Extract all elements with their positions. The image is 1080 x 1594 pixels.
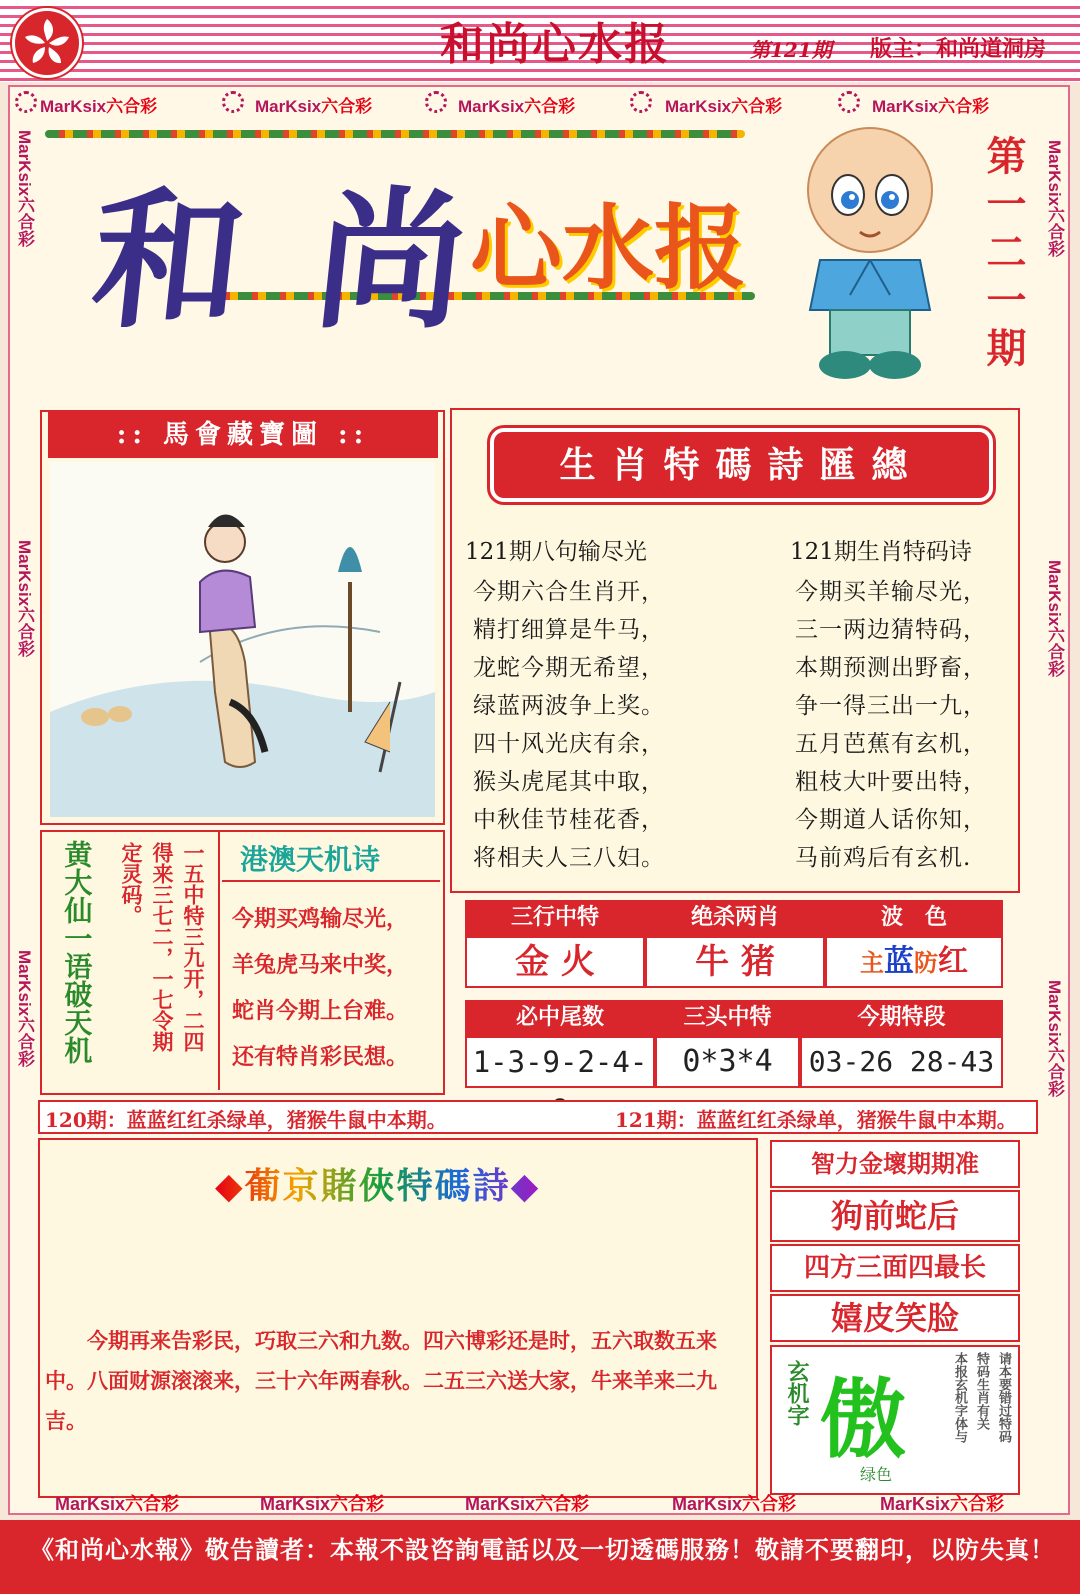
cell-kill-two: 牛 猪	[645, 936, 825, 988]
flower-icon	[15, 91, 37, 113]
poem-left-line: 今期六合生肖开，	[473, 579, 665, 605]
poem-right-line: 争一得三出一九，	[795, 693, 987, 719]
masthead-title: 和 尚	[84, 173, 486, 349]
cell-special-range: 03-26 28-43	[800, 1036, 1003, 1088]
flower-icon	[425, 91, 447, 113]
treasure-title: :: 馬會藏寶圖 ::	[48, 412, 438, 458]
brand-mark: MarKsix六合彩	[665, 97, 783, 116]
brand-mark: MarKsix六合彩	[55, 1494, 180, 1514]
flower-icon	[222, 91, 244, 113]
flower-vine-decoration	[45, 130, 745, 138]
poem-left-line: 绿蓝两波争上奖。	[473, 693, 665, 719]
table-header-kill-two: 绝杀两肖	[645, 900, 825, 936]
bauhinia-logo-icon	[12, 8, 82, 78]
xuanji-label: 玄机字	[784, 1360, 810, 1426]
gangao-line: 今期买鸡输尽光，	[232, 906, 409, 932]
poem-left-line: 将相夫人三八妇。	[473, 845, 665, 871]
brand-mark: MarKsix六合彩	[872, 97, 990, 116]
masthead-subtitle: 心水报	[470, 195, 747, 302]
table-header-wave: 波 色	[825, 900, 1003, 936]
cell-wave	[825, 936, 1003, 988]
huang-col3: 定灵码。	[119, 842, 144, 926]
cell-three-elements: 金 火	[465, 936, 645, 988]
brand-mark: MarKsix六合彩	[255, 97, 373, 116]
strip-current: 121期：蓝蓝红红杀绿单，猪猴牛鼠中本期。	[615, 1108, 1017, 1132]
brand-mark-vertical: MarKsix六合彩	[1045, 140, 1064, 258]
poem-right-line: 马前鸡后有玄机.	[795, 845, 972, 871]
poem-right-heading: 121期生肖特码诗	[790, 539, 972, 565]
monk-mascot	[790, 110, 950, 390]
ao-line: 吉。	[45, 1408, 87, 1433]
header-issue: 第121期	[750, 38, 832, 62]
treasure-illustration	[50, 462, 435, 817]
brand-mark-vertical: MarKsix六合彩	[15, 950, 34, 1068]
poem-left-line: 龙蛇今期无希望，	[473, 655, 665, 681]
tip-3: 四方三面四最长	[770, 1244, 1020, 1292]
divider	[222, 880, 440, 882]
huang-vertical-title: 黄大仙一语破天机	[60, 840, 94, 1064]
poem-right-line: 三一两边猜特码，	[795, 617, 987, 643]
tip-4: 嬉皮笑脸	[770, 1294, 1020, 1342]
brand-mark: MarKsix六合彩	[880, 1494, 1005, 1514]
gangao-line: 蛇肖今期上台难。	[232, 998, 409, 1024]
poem-right-line: 本期预测出野畜，	[795, 655, 987, 681]
flower-icon	[630, 91, 652, 113]
gangao-line: 羊兔虎马来中奖，	[232, 952, 409, 978]
huang-col2: 得来三七二，一七令期	[150, 842, 175, 1052]
tip-2: 狗前蛇后	[770, 1190, 1020, 1242]
poem-left-line: 精打细算是牛马，	[473, 617, 665, 643]
brand-mark: MarKsix六合彩	[672, 1494, 797, 1514]
brand-mark: MarKsix六合彩	[260, 1494, 385, 1514]
poem-left-line: 猴头虎尾其中取，	[473, 769, 665, 795]
wave-guard-label: 防	[914, 948, 938, 977]
table-header-tail: 必中尾数	[465, 1000, 655, 1036]
brand-mark-vertical: MarKsix六合彩	[1045, 980, 1064, 1098]
wave-main-label: 主	[860, 948, 884, 977]
poem-summary-title: 生肖特碼詩匯總	[490, 428, 993, 502]
brand-mark-vertical: MarKsix六合彩	[15, 130, 34, 248]
poem-right-line: 今期买羊输尽光，	[795, 579, 987, 605]
wave-main: 蓝	[884, 944, 914, 979]
xuanji-note: 特码生肖有关	[974, 1352, 989, 1430]
cell-three-head: 0*3*4	[655, 1036, 800, 1088]
xuanji-char: 傲	[820, 1370, 906, 1470]
huang-col1: 一五中特三九开，二四	[181, 842, 206, 1052]
header-editor: 版主：和尚道洞房	[870, 36, 1047, 62]
issue-vertical: 第一二一期	[980, 135, 1027, 375]
table-header-three-head: 三头中特	[655, 1000, 800, 1036]
poem-right-line: 粗枝大叶要出特，	[795, 769, 987, 795]
gangao-line: 还有特肖彩民想。	[232, 1044, 409, 1070]
table-header-special-range: 今期特段	[800, 1000, 1003, 1036]
footer-notice: 《和尚心水報》敬告讀者：本報不設咨詢電話以及一切透碼服務！敬請不要翻印，以防失真！	[30, 1536, 1055, 1564]
brand-mark-vertical: MarKsix六合彩	[1045, 560, 1064, 678]
ao-line: 中。八面财源滚滚来，三十六年两春秋。二五三六送大家，牛来羊来二九	[45, 1368, 717, 1393]
brand-mark-vertical: MarKsix六合彩	[15, 540, 34, 658]
gangao-title: 港澳天机诗	[240, 843, 381, 876]
ao-line: 今期再来告彩民，巧取三六和九数。四六博彩还是时，五六取数五来	[45, 1328, 717, 1353]
brand-mark: MarKsix六合彩	[40, 97, 158, 116]
poem-right-line: 今期道人话你知，	[795, 807, 987, 833]
cell-tail-numbers: 1-3-9-2-4-	[465, 1036, 655, 1088]
xuanji-color: 绿色	[860, 1465, 893, 1484]
brand-mark: MarKsix六合彩	[458, 97, 576, 116]
poem-right-line: 五月芭蕉有玄机，	[795, 731, 987, 757]
table-header-three-elements: 三行中特	[465, 900, 645, 936]
poem-left-heading: 121期八句输尽光	[465, 539, 647, 565]
strip-previous: 120期：蓝蓝红红杀绿单，猪猴牛鼠中本期。	[45, 1108, 447, 1132]
wave-guard: 红	[938, 944, 968, 979]
tip-1: 智力金壞期期准	[770, 1140, 1020, 1188]
xuanji-note: 本报玄机字体与	[952, 1352, 967, 1443]
ao-poem-title: ◆葡京賭俠特碼詩◆	[215, 1166, 541, 1207]
divider	[218, 832, 220, 1090]
brand-mark: MarKsix六合彩	[465, 1494, 590, 1514]
header-title: 和尚心水报	[440, 19, 670, 70]
poem-left-line: 中秋佳节桂花香，	[473, 807, 665, 833]
poem-left-line: 四十风光庆有余，	[473, 731, 665, 757]
xuanji-note: 请本要错过特码	[996, 1352, 1011, 1443]
